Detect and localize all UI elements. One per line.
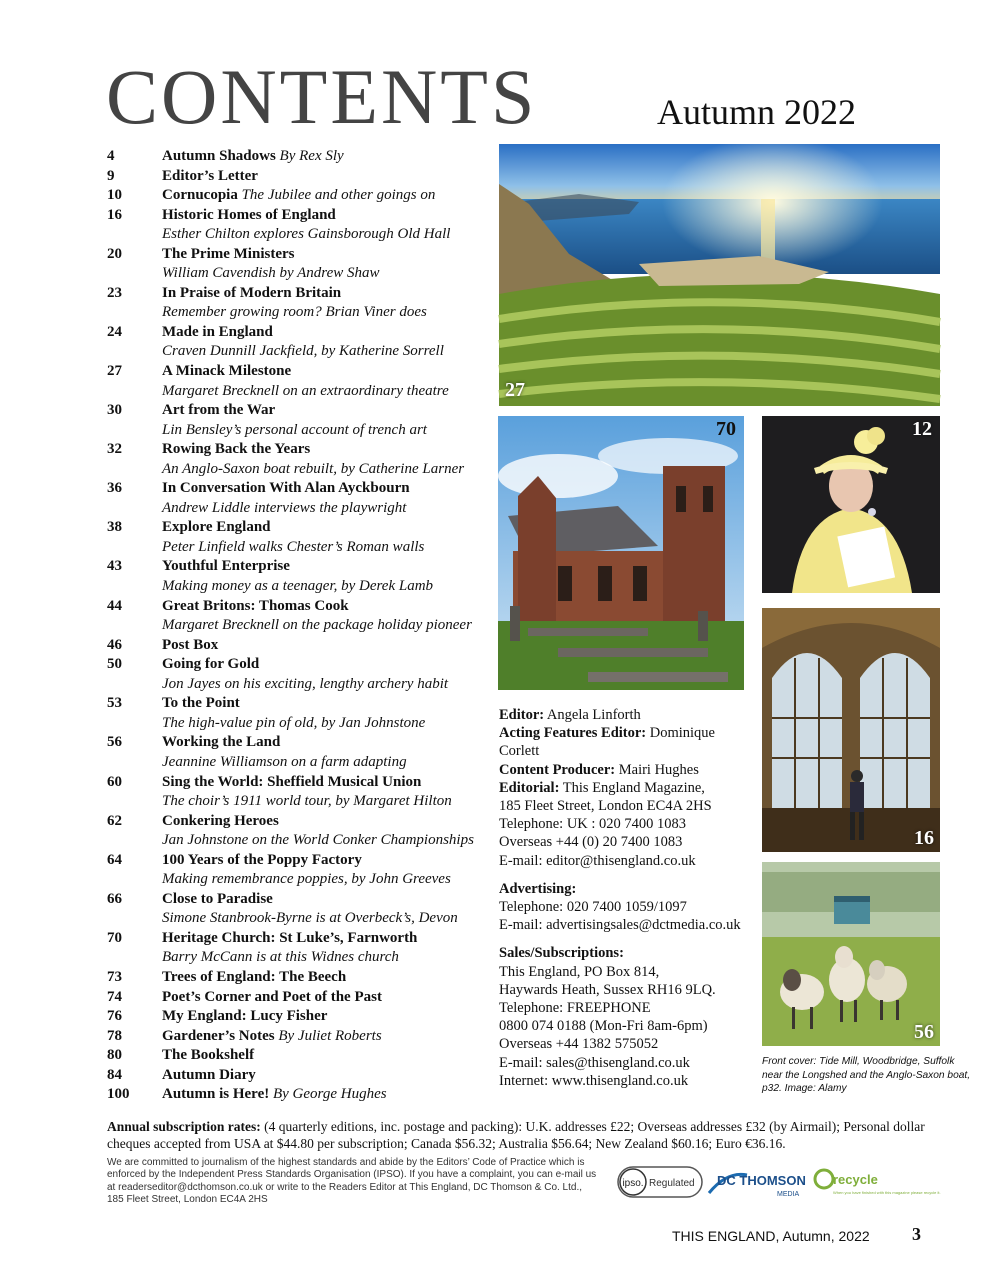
contents-entry: [107, 479, 492, 499]
afe-label: Acting Features Editor:: [499, 725, 647, 742]
photo-page-number: 70: [716, 418, 736, 440]
entry-text: [162, 714, 492, 734]
entry-title: Made in England: [162, 323, 273, 340]
entry-page-number: 50: [107, 656, 122, 673]
photo-page-number: 12: [912, 418, 932, 440]
contents-entry: [107, 362, 492, 382]
entry-title: Autumn Shadows: [162, 148, 276, 164]
entry-page-number: 100: [107, 1086, 130, 1103]
entry-byline: Andrew Liddle interviews the playwright: [162, 499, 407, 516]
entry-byline: Jan Johnstone on the World Conker Championships: [162, 832, 474, 849]
entry-page-number: 53: [107, 695, 122, 712]
contents-entry: [107, 870, 492, 890]
entry-title: Gardener’s Notes: [162, 1027, 275, 1044]
entry-text: [162, 382, 492, 402]
dc-thomson-logo: DC THOMSON: [717, 1173, 806, 1188]
entry-page-number: [107, 616, 162, 636]
entry-text: [162, 147, 492, 167]
entry-text: [162, 968, 492, 988]
contents-entry: [107, 167, 492, 187]
entry-text: [162, 675, 492, 695]
photo-page-number: 27: [505, 379, 525, 401]
sales-overseas: Overseas +44 1382 575052: [499, 1036, 659, 1053]
entry-title: To the Point: [162, 695, 240, 712]
sales-address-2: Haywards Heath, Sussex RH16 9LQ.: [499, 981, 716, 998]
afe-name: Dominique Corlett: [499, 725, 715, 760]
sales-email: E-mail: sales@thisengland.co.uk: [499, 1054, 690, 1071]
entry-byline: Esther Chilton explores Gainsborough Old Hall: [162, 226, 451, 243]
entry-title: A Minack Milestone: [162, 363, 292, 380]
contents-entry: [107, 1027, 492, 1047]
entry-title: Close to Paradise: [162, 890, 273, 907]
entry-page-number: 16: [107, 206, 122, 223]
contents-entry: [107, 1085, 492, 1105]
entry-page-number: [107, 342, 162, 362]
contents-entry: [107, 655, 492, 675]
entry-text: [162, 1027, 492, 1047]
entry-title: Explore England: [162, 519, 271, 536]
entry-byline: The high-value pin of old, by Jan Johnstone: [162, 714, 426, 731]
entry-page-number: [107, 382, 162, 402]
entry-page-number: 44: [107, 597, 122, 614]
entry-page-number: 36: [107, 480, 122, 497]
entry-page-number: [107, 264, 162, 284]
entry-text: [162, 342, 492, 362]
entry-title: My England: Lucy Fisher: [162, 1008, 328, 1025]
entry-page-number: 4: [107, 148, 115, 164]
entry-text: [162, 206, 492, 226]
entry-page-number: [107, 675, 162, 695]
entry-title: Art from the War: [162, 402, 276, 419]
entry-page-number: 66: [107, 890, 122, 907]
sales-internet: Internet: www.thisengland.co.uk: [499, 1072, 689, 1089]
recycle-logo: recycle: [833, 1172, 878, 1187]
regulated-text: Regulated: [649, 1178, 695, 1189]
contents-entry: [107, 303, 492, 323]
entry-page-number: [107, 831, 162, 851]
contents-entry: [107, 499, 492, 519]
entry-text: [162, 753, 492, 773]
contents-entry: [107, 382, 492, 402]
cp-name: Mairi Hughes: [615, 761, 699, 778]
contents-entry: [107, 245, 492, 265]
entry-text: [162, 1046, 492, 1066]
entry-page-number: 73: [107, 968, 122, 985]
entry-text: [162, 636, 492, 656]
entry-page-number: 70: [107, 929, 122, 946]
entry-page-number: 9: [107, 167, 115, 184]
contents-entry: [107, 186, 492, 206]
footer-text: THIS ENGLAND, Autumn, 2022: [672, 1228, 870, 1244]
rates-text: (4 quarterly editions, inc. postage and packing): U.K. addresses £22; Overseas addresses £32 (by Airmail); Personal dollar cheques accepted from USA at $44.80 per subscription; Canada $56.32; Australia $56.64; New Zealand $60.16; Euro €36.16.: [107, 1119, 925, 1151]
cover-caption: Front cover: Tide Mill, Woodbridge, Suffolk near the Longshed and the Anglo-Saxon boat, p32. Image: Alamy: [762, 1056, 971, 1094]
entry-byline: Jeannine Williamson on a farm adapting: [162, 753, 407, 770]
entry-text: [162, 167, 492, 187]
page-number: 3: [912, 1224, 921, 1244]
contents-entry: [107, 1046, 492, 1066]
contents-entry: [107, 929, 492, 949]
entry-text: [162, 929, 492, 949]
entry-title: In Conversation With Alan Ayckbourn: [162, 480, 410, 497]
entry-text: [162, 460, 492, 480]
entry-title: Sing the World: Sheffield Musical Union: [162, 773, 422, 790]
entry-page-number: 76: [107, 1008, 122, 1025]
sales-tel: Telephone: FREEPHONE: [499, 1000, 651, 1017]
entry-byline: An Anglo-Saxon boat rebuilt, by Catherine Larner: [162, 460, 465, 477]
entry-byline: William Cavendish by Andrew Shaw: [162, 265, 380, 282]
entry-text: [162, 499, 492, 519]
entry-byline: The Jubilee and other goings on: [237, 187, 436, 204]
entry-page-number: [107, 460, 162, 480]
entry-byline: The choir’s 1911 world tour, by Margaret Hilton: [162, 793, 452, 810]
entry-title: Working the Land: [162, 734, 281, 751]
sales-label: Sales/Subscriptions:: [499, 945, 624, 962]
contents-entry: [107, 831, 492, 851]
entry-text: [162, 851, 492, 871]
contents-entry: [107, 440, 492, 460]
editorial-address: 185 Fleet Street, London EC4A 2HS: [499, 798, 712, 815]
contents-entry: [107, 851, 492, 871]
entry-text: [162, 597, 492, 617]
photo-page-number: 56: [914, 1021, 934, 1043]
contents-entry: [107, 342, 492, 362]
contents-entry: [107, 577, 492, 597]
entry-page-number: 80: [107, 1047, 122, 1064]
entry-text: [162, 264, 492, 284]
sales-freephone: 0800 074 0188 (Mon-Fri 8am-6pm): [499, 1018, 708, 1035]
contents-entry: [107, 225, 492, 245]
entry-text: [162, 694, 492, 714]
advertising-email: E-mail: advertisingsales@dctmedia.co.uk: [499, 917, 741, 934]
contents-entry: [107, 733, 492, 753]
contents-entry: [107, 909, 492, 929]
entry-title: Conkering Heroes: [162, 812, 279, 829]
contents-entry: [107, 792, 492, 812]
editor-label: Editor:: [499, 707, 545, 723]
entry-title: Autumn is Here!: [162, 1086, 270, 1103]
entry-page-number: 64: [107, 851, 122, 868]
entry-text: [162, 245, 492, 265]
entry-text: [162, 479, 492, 499]
entry-title: Historic Homes of England: [162, 206, 336, 223]
entry-text: [162, 362, 492, 382]
contents-entry: [107, 988, 492, 1008]
contents-entry: [107, 753, 492, 773]
entry-page-number: [107, 499, 162, 519]
contents-entry: [107, 518, 492, 538]
entry-page-number: 56: [107, 734, 122, 751]
entry-byline: Barry McCann is at this Widnes church: [162, 949, 399, 966]
contents-entry: [107, 557, 492, 577]
entry-text: [162, 577, 492, 597]
photo-sheep-farm: [762, 862, 940, 1046]
editorial-label: Editorial:: [499, 779, 560, 796]
ipso-statement: We are committed to journalism of the highest standards and abide by the Editors’ Code of Practice which is enforced by the Independent Press Standards Organisation (IPSO). If you have a complaint, you can e-mail us at readerseditor@dcthomson.co.uk or write to the Readers Editor at This England, DC Thomson & Co. Ltd., 185 Fleet Street, London EC4A 2HS: [107, 1157, 597, 1206]
entry-text: [162, 890, 492, 910]
entry-page-number: 32: [107, 441, 122, 458]
photo-st-lukes-church: [498, 416, 744, 690]
contents-entry: [107, 597, 492, 617]
entry-page-number: 60: [107, 773, 122, 790]
contents-entry: [107, 421, 492, 441]
contents-entry: [107, 616, 492, 636]
entry-page-number: 30: [107, 402, 122, 419]
entry-title: Going for Gold: [162, 656, 260, 673]
entry-page-number: 23: [107, 284, 122, 301]
editorial-tel-overseas: Overseas +44 (0) 20 7400 1083: [499, 834, 683, 851]
entry-text: [162, 186, 492, 206]
entry-page-number: 84: [107, 1066, 122, 1083]
entry-text: [162, 225, 492, 245]
entry-page-number: [107, 421, 162, 441]
entry-text: [162, 988, 492, 1008]
entry-page-number: 74: [107, 988, 122, 1005]
entry-page-number: 38: [107, 519, 122, 536]
entry-text: [162, 773, 492, 793]
entry-byline: Peter Linfield walks Chester’s Roman walls: [162, 538, 425, 555]
entry-title: 100 Years of the Poppy Factory: [162, 851, 362, 868]
contents-entry: [107, 323, 492, 343]
entry-page-number: [107, 792, 162, 812]
editorial-tel-uk: Telephone: UK : 020 7400 1083: [499, 816, 687, 833]
entry-byline: Lin Bensley’s personal account of trench art: [162, 421, 427, 438]
contents-entry: [107, 284, 492, 304]
contents-entry: [107, 1007, 492, 1027]
entry-page-number: [107, 577, 162, 597]
entry-page-number: 27: [107, 363, 122, 380]
contents-entry: [107, 264, 492, 284]
photo-chapel-interior: [762, 608, 940, 852]
entry-text: [162, 323, 492, 343]
rates-label: Annual subscription rates:: [107, 1119, 261, 1134]
entry-page-number: 20: [107, 245, 122, 262]
entry-title: The Prime Ministers: [162, 245, 295, 262]
entry-title: Poet’s Corner and Poet of the Past: [162, 988, 382, 1005]
entry-title: Cornucopia: [162, 187, 238, 204]
contents-entry: [107, 147, 492, 167]
ipso-logo-text: ipso.: [622, 1178, 644, 1189]
dc-thomson-media: MEDIA: [777, 1191, 800, 1198]
publisher-logos: [617, 1165, 941, 1201]
editorial-email: E-mail: editor@thisengland.co.uk: [499, 852, 696, 869]
cp-label: Content Producer:: [499, 761, 616, 778]
entry-title: Heritage Church: St Luke’s, Farnworth: [162, 929, 418, 946]
entry-byline: Making money as a teenager, by Derek Lamb: [162, 578, 434, 595]
entry-text: [162, 557, 492, 577]
contents-entry: [107, 675, 492, 695]
entry-text: [162, 831, 492, 851]
entry-page-number: 78: [107, 1027, 122, 1044]
sales-address-1: This England, PO Box 814,: [499, 963, 660, 980]
entry-byline: Jon Jayes on his exciting, lengthy archery habit: [162, 675, 449, 692]
photo-minack-theatre: [499, 144, 940, 406]
contents-entry: [107, 538, 492, 558]
issue-date: Autumn 2022: [657, 92, 857, 132]
entry-text: [162, 1085, 492, 1105]
entry-byline: Margaret Brecknell on the package holiday pioneer: [162, 617, 472, 634]
entry-text: [162, 440, 492, 460]
entry-text: [162, 1066, 492, 1086]
page-title: CONTENTS: [106, 53, 538, 140]
entry-page-number: [107, 909, 162, 929]
entry-title: Trees of England: The Beech: [162, 968, 347, 985]
recycle-subtext: When you have finished with this magazine please recycle it.: [833, 1190, 941, 1195]
contents-entry: [107, 401, 492, 421]
entry-title: Autumn Diary: [162, 1066, 256, 1083]
entry-byline: By Juliet Roberts: [274, 1027, 382, 1044]
entry-byline: Margaret Brecknell on an extraordinary theatre: [162, 382, 449, 399]
entry-title: Editor’s Letter: [162, 167, 258, 184]
contents-list: [107, 147, 492, 1105]
contents-entry: [107, 773, 492, 793]
editorial-name: This England Magazine,: [559, 779, 705, 796]
entry-text: [162, 303, 492, 323]
advertising-tel: Telephone: 020 7400 1059/1097: [499, 899, 687, 916]
entry-text: [162, 948, 492, 968]
entry-page-number: 24: [107, 323, 122, 340]
contents-entry: [107, 1066, 492, 1086]
contents-entry: [107, 968, 492, 988]
entry-byline: Making remembrance poppies, by John Greeves: [162, 871, 451, 888]
entry-text: [162, 616, 492, 636]
entry-page-number: [107, 538, 162, 558]
entry-byline: By George Hughes: [269, 1086, 387, 1103]
entry-byline: Craven Dunnill Jackfield, by Katherine Sorrell: [162, 343, 444, 360]
entry-text: [162, 792, 492, 812]
entry-text: [162, 870, 492, 890]
entry-title: Rowing Back the Years: [162, 441, 311, 458]
advertising-label: Advertising:: [499, 880, 577, 897]
entry-byline: By Rex Sly: [275, 148, 344, 164]
entry-text: [162, 733, 492, 753]
entry-title: Great Britons: Thomas Cook: [162, 597, 349, 614]
entry-page-number: [107, 225, 162, 245]
entry-page-number: [107, 714, 162, 734]
entry-text: [162, 1007, 492, 1027]
entry-page-number: [107, 303, 162, 323]
entry-page-number: [107, 948, 162, 968]
entry-text: [162, 284, 492, 304]
contents-entry: [107, 694, 492, 714]
contents-entry: [107, 206, 492, 226]
contents-entry: [107, 460, 492, 480]
subscription-rates: [107, 1118, 967, 1152]
entry-text: [162, 401, 492, 421]
contents-entry: [107, 636, 492, 656]
photo-page-number: 16: [914, 827, 934, 849]
entry-byline: Remember growing room? Brian Viner does: [162, 304, 427, 321]
entry-text: [162, 909, 492, 929]
entry-page-number: 10: [107, 187, 122, 204]
contents-entry: [107, 948, 492, 968]
entry-byline: Simone Stanbrook-Byrne is at Overbeck’s, Devon: [162, 910, 458, 927]
entry-text: [162, 538, 492, 558]
photo-queen: [762, 416, 940, 593]
entry-text: [162, 655, 492, 675]
entry-title: Post Box: [162, 636, 219, 653]
entry-text: [162, 518, 492, 538]
contents-entry: [107, 812, 492, 832]
entry-page-number: [107, 753, 162, 773]
entry-page-number: 46: [107, 636, 122, 653]
entry-text: [162, 421, 492, 441]
entry-title: In Praise of Modern Britain: [162, 284, 342, 301]
entry-page-number: [107, 870, 162, 890]
contents-entry: [107, 714, 492, 734]
entry-title: The Bookshelf: [162, 1047, 255, 1064]
entry-page-number: 43: [107, 558, 122, 575]
contents-entry: [107, 890, 492, 910]
entry-page-number: 62: [107, 812, 122, 829]
editor-name: Angela Linforth: [544, 707, 641, 723]
editorial-info: [499, 706, 751, 1090]
entry-title: Youthful Enterprise: [162, 558, 290, 575]
entry-text: [162, 812, 492, 832]
